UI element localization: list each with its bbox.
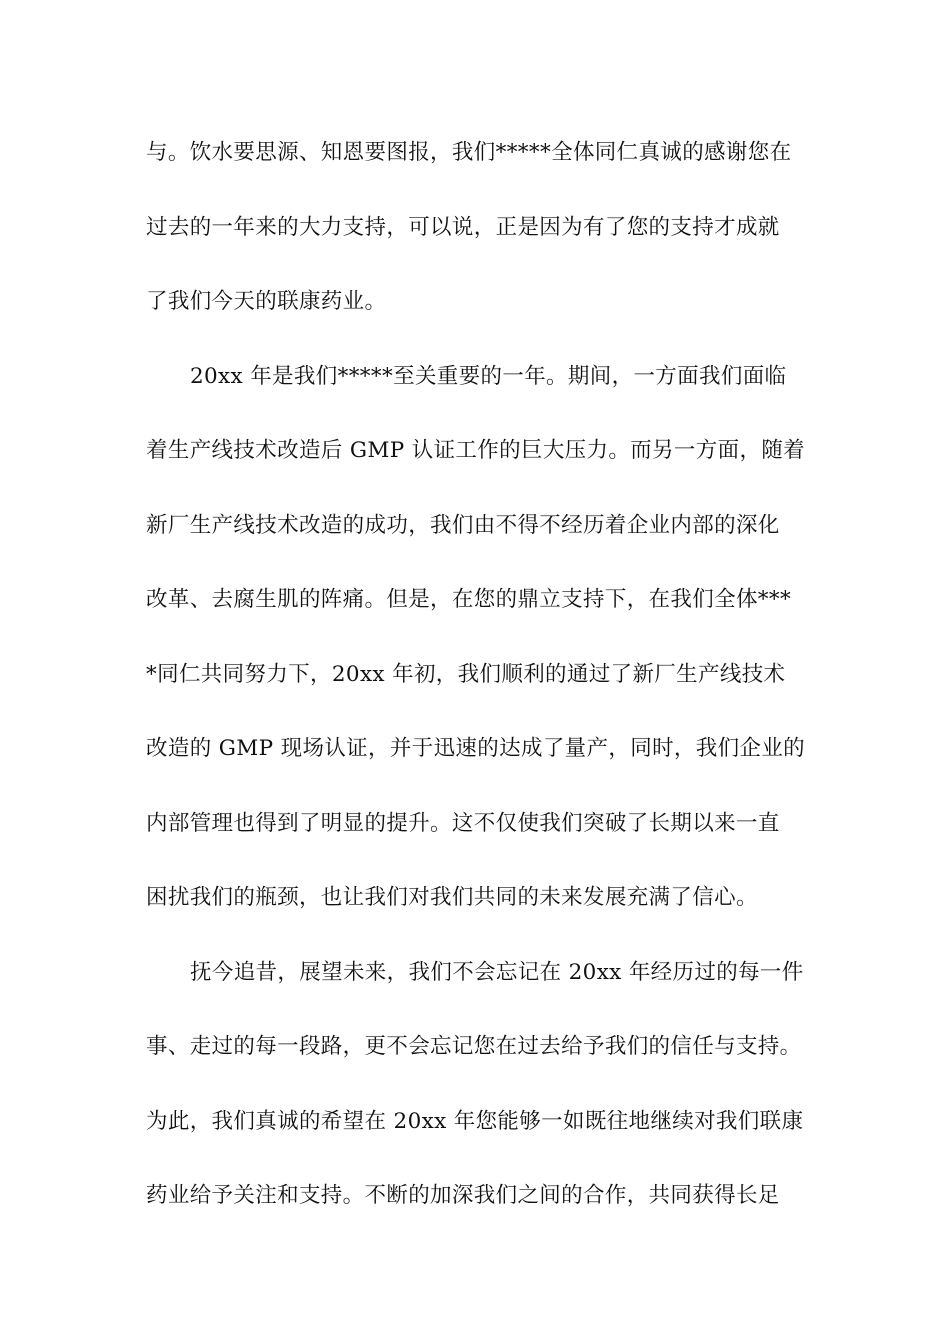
text-line-1: 与。饮水要思源、知恩要图报，我们*****全体同仁真诚的感谢您在 xyxy=(146,140,792,165)
text-line-14: 为此，我们真诚的希望在 20xx 年您能够一如既往地继续对我们联康 xyxy=(146,1108,804,1134)
text-line-7: 改革、去腐生肌的阵痛。但是，在您的鼎立支持下，在我们全体*** xyxy=(146,587,792,612)
text-line-11: 困扰我们的瓶颈，也让我们对我们共同的未来发展充满了信心。 xyxy=(146,885,758,910)
text-line-13: 事、走过的每一段路，更不会忘记您在过去给予我们的信任与支持。 xyxy=(146,1034,802,1059)
text-line-2: 过去的一年来的大力支持，可以说，正是因为有了您的支持才成就 xyxy=(146,214,780,240)
text-line-9: 改造的 GMP 现场认证，并于迅速的达成了量产，同时，我们企业的 xyxy=(146,736,806,761)
text-line-8: *同仁共同努力下，20xx 年初，我们顺利的通过了新厂生产线技术 xyxy=(146,661,786,687)
text-line-10: 内部管理也得到了明显的提升。这不仅使我们突破了长期以来一直 xyxy=(146,810,780,836)
text-line-3: 了我们今天的联康药业。 xyxy=(146,289,387,314)
body-text xyxy=(146,133,816,1251)
text-line-6: 新厂生产线技术改造的成功，我们由不得不经历着企业内部的深化 xyxy=(146,512,780,538)
text-line-5: 着生产线技术改造后 GMP 认证工作的巨大压力。而另一方面，随着 xyxy=(146,438,806,463)
paragraph-start-line: 20xx 年是我们*****至关重要的一年。期间，一方面我们面临 xyxy=(190,363,787,389)
text-line-15: 药业给予关注和支持。不断的加深我们之间的合作，共同获得长足 xyxy=(146,1183,780,1208)
paragraph-start-line: 抚今追昔，展望未来，我们不会忘记在 20xx 年经历过的每一件 xyxy=(190,959,804,985)
